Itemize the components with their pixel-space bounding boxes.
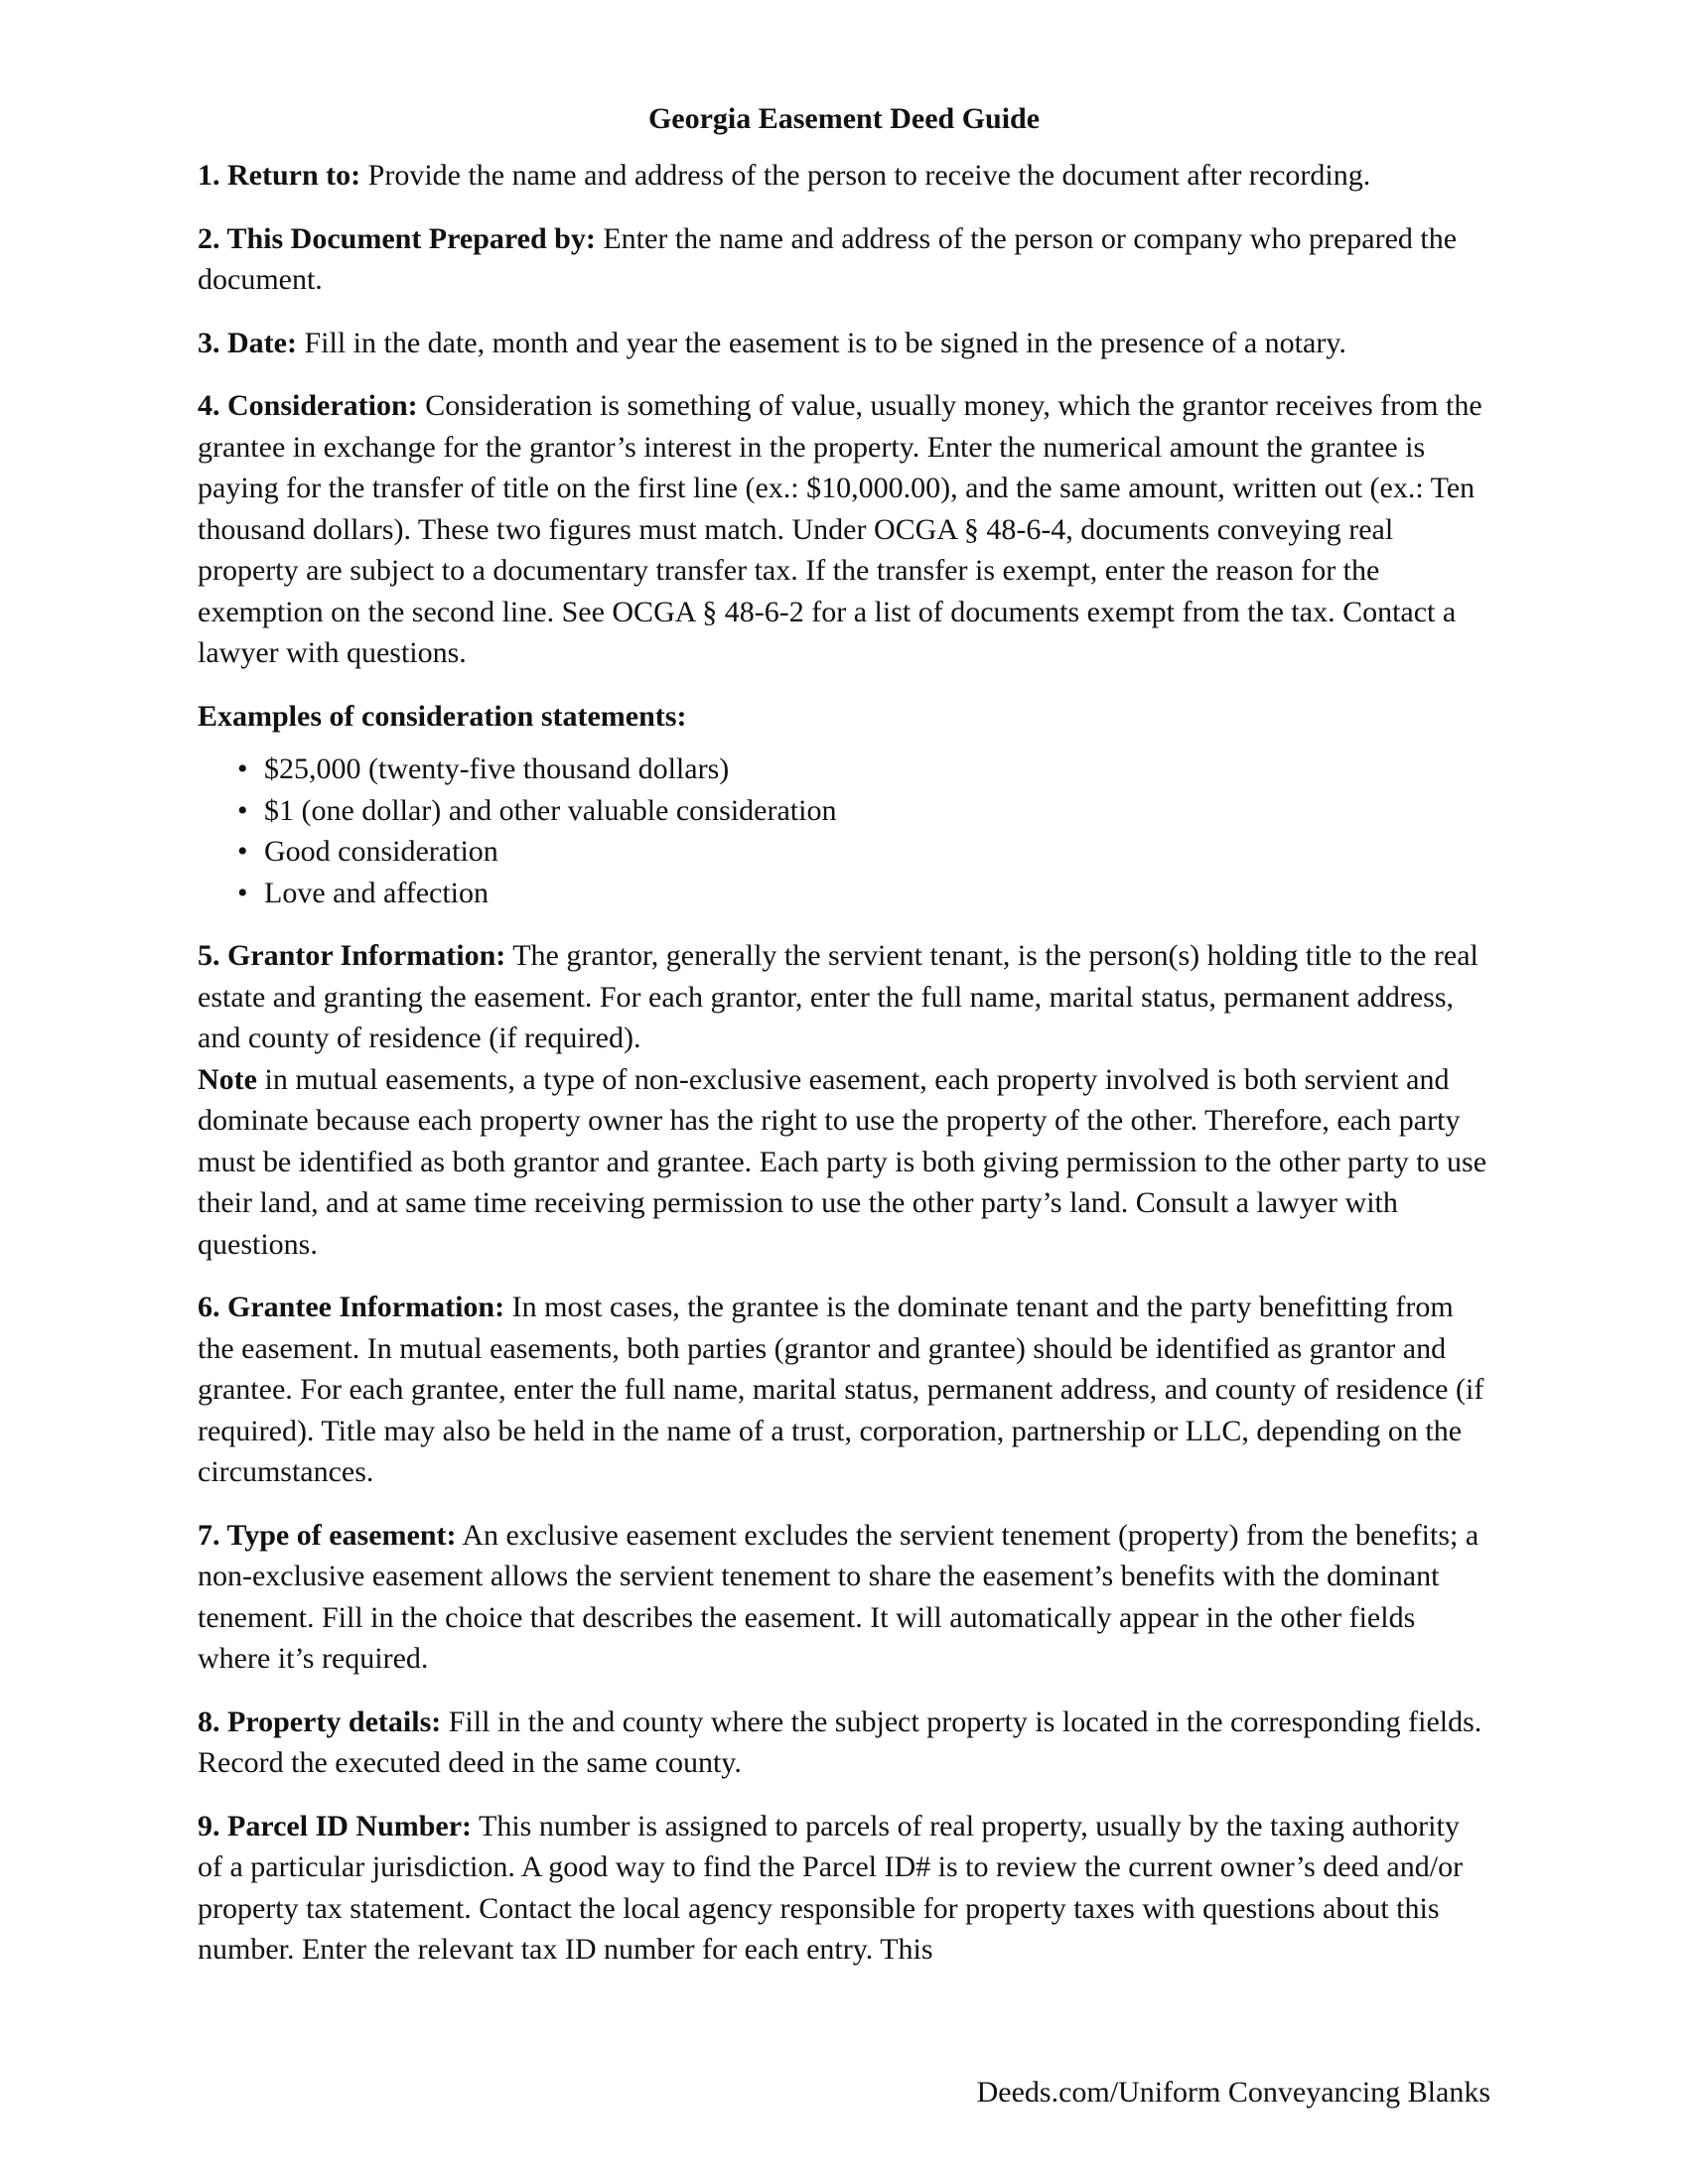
- examples-heading: Examples of consideration statements:: [198, 699, 687, 733]
- list-item-text: Good consideration: [264, 835, 498, 868]
- list-item-text: $1 (one dollar) and other valuable consideration: [264, 793, 837, 827]
- document-title: Georgia Easement Deed Guide: [647, 102, 1041, 135]
- section-heading: 8. Property details:: [198, 1705, 442, 1738]
- section-text: In most cases, the grantee is the dominate tenant and the party benefitting from the easement. In mutual easements, both parties (grantor and grantee) should be identified as grantor and grantee. For each grantee, enter the full name, marital status, permanent address, and county of residence (if required). Title may also be held in the name of a trust, corporation, partnership or LLC, depending on the circumstances.: [198, 1291, 1484, 1488]
- section-text: Consideration is something of value, usually money, which the grantor receives from the grantee in exchange for the grantor’s interest in the property. Enter the numerical amount the grantee is paying for the transfer of title on the first line (ex.: $10,000.00), and the same amount, written out (ex.: Ten thousand dollars). These two figures must match. Under OCGA § 48-6-4, documents conveying real property are subject to a documentary transfer tax. If the transfer is exempt, enter the reason for the exemption on the second line. See OCGA § 48-6-2 for a list of documents exempt from the tax. Contact a lawyer with questions.: [198, 389, 1482, 669]
- section-heading: 9. Parcel ID Number:: [198, 1809, 473, 1843]
- section-heading: 6. Grantee Information:: [198, 1291, 505, 1323]
- section-text: Fill in the date, month and year the easement is to be signed in the presence of a notary.: [296, 326, 1346, 359]
- section-text: Provide the name and address of the person to receive the document after recording.: [360, 159, 1371, 192]
- section-type-of-easement: [198, 1515, 1490, 1680]
- list-item-text: $25,000 (twenty-five thousand dollars): [264, 752, 730, 785]
- bullet-icon: •: [237, 752, 248, 785]
- note-paragraph: [198, 1059, 1490, 1266]
- page-footer: Deeds.com/Uniform Conveyancing Blanks: [976, 2076, 1490, 2109]
- section-text: Enter the name and address of the person or company who prepared the document.: [198, 221, 1458, 296]
- section-consideration: [198, 385, 1490, 674]
- note-heading: Note: [198, 1062, 257, 1096]
- list-item-text: Love and affection: [264, 876, 490, 909]
- list-item: [198, 790, 1490, 832]
- section-prepared-by: [198, 218, 1490, 301]
- section-text: Fill in the and county where the subject property is located in the corresponding fields. Record the executed deed in the same county.: [198, 1705, 1482, 1779]
- section-heading: 7. Type of easement:: [198, 1518, 457, 1552]
- section-heading: 3. Date:: [198, 326, 297, 359]
- section-heading: 4. Consideration:: [198, 389, 418, 422]
- list-item: [198, 831, 1490, 873]
- note-text: in mutual easements, a type of non-exclusive easement, each property involved is both servient and dominate because each property owner has the right to use the property of the other. Therefore, each party must be identified as both grantor and grantee. Each party is both giving permission to the other party to use their land, and at same time receiving permission to use the other party’s land. Consult a lawyer with questions.: [198, 1062, 1487, 1261]
- bullet-icon: •: [237, 793, 248, 827]
- list-item: [198, 873, 1490, 914]
- section-date: [198, 323, 1490, 364]
- section-heading: 1. Return to:: [198, 159, 361, 192]
- examples-list: [198, 749, 1490, 913]
- section-text: This number is assigned to parcels of real property, usually by the taxing authority of a particular jurisdiction. A good way to find the Parcel ID# is to review the current owner’s deed and/or property tax statement. Contact the local agency responsible for property taxes with questions about this number. Enter the relevant tax ID number for each entry. This: [198, 1809, 1464, 1966]
- bullet-icon: •: [237, 835, 248, 868]
- list-item: [198, 749, 1490, 790]
- section-text: The grantor, generally the servient tenant, is the person(s) holding title to the real estate and granting the easement. For each grantor, enter the full name, marital status, permanent address, and county of residence (if required).: [198, 939, 1478, 1054]
- section-grantee-information: [198, 1287, 1490, 1493]
- section-heading: 5. Grantor Information:: [198, 939, 506, 972]
- section-property-details: [198, 1702, 1490, 1784]
- section-text: An exclusive easement excludes the servient tenement (property) from the benefits; a non-exclusive easement allows the servient tenement to share the easement’s benefits with the dominant tenement. Fill in the choice that describes the easement. It will automatically appear in the other fields where it’s required.: [198, 1518, 1479, 1675]
- section-grantor-information: [198, 935, 1490, 1265]
- section-return-to: [198, 155, 1490, 197]
- section-parcel-id-number: [198, 1806, 1490, 1971]
- document-page: [198, 97, 1490, 1992]
- section-heading: 2. This Document Prepared by:: [198, 221, 596, 255]
- bullet-icon: •: [237, 876, 248, 909]
